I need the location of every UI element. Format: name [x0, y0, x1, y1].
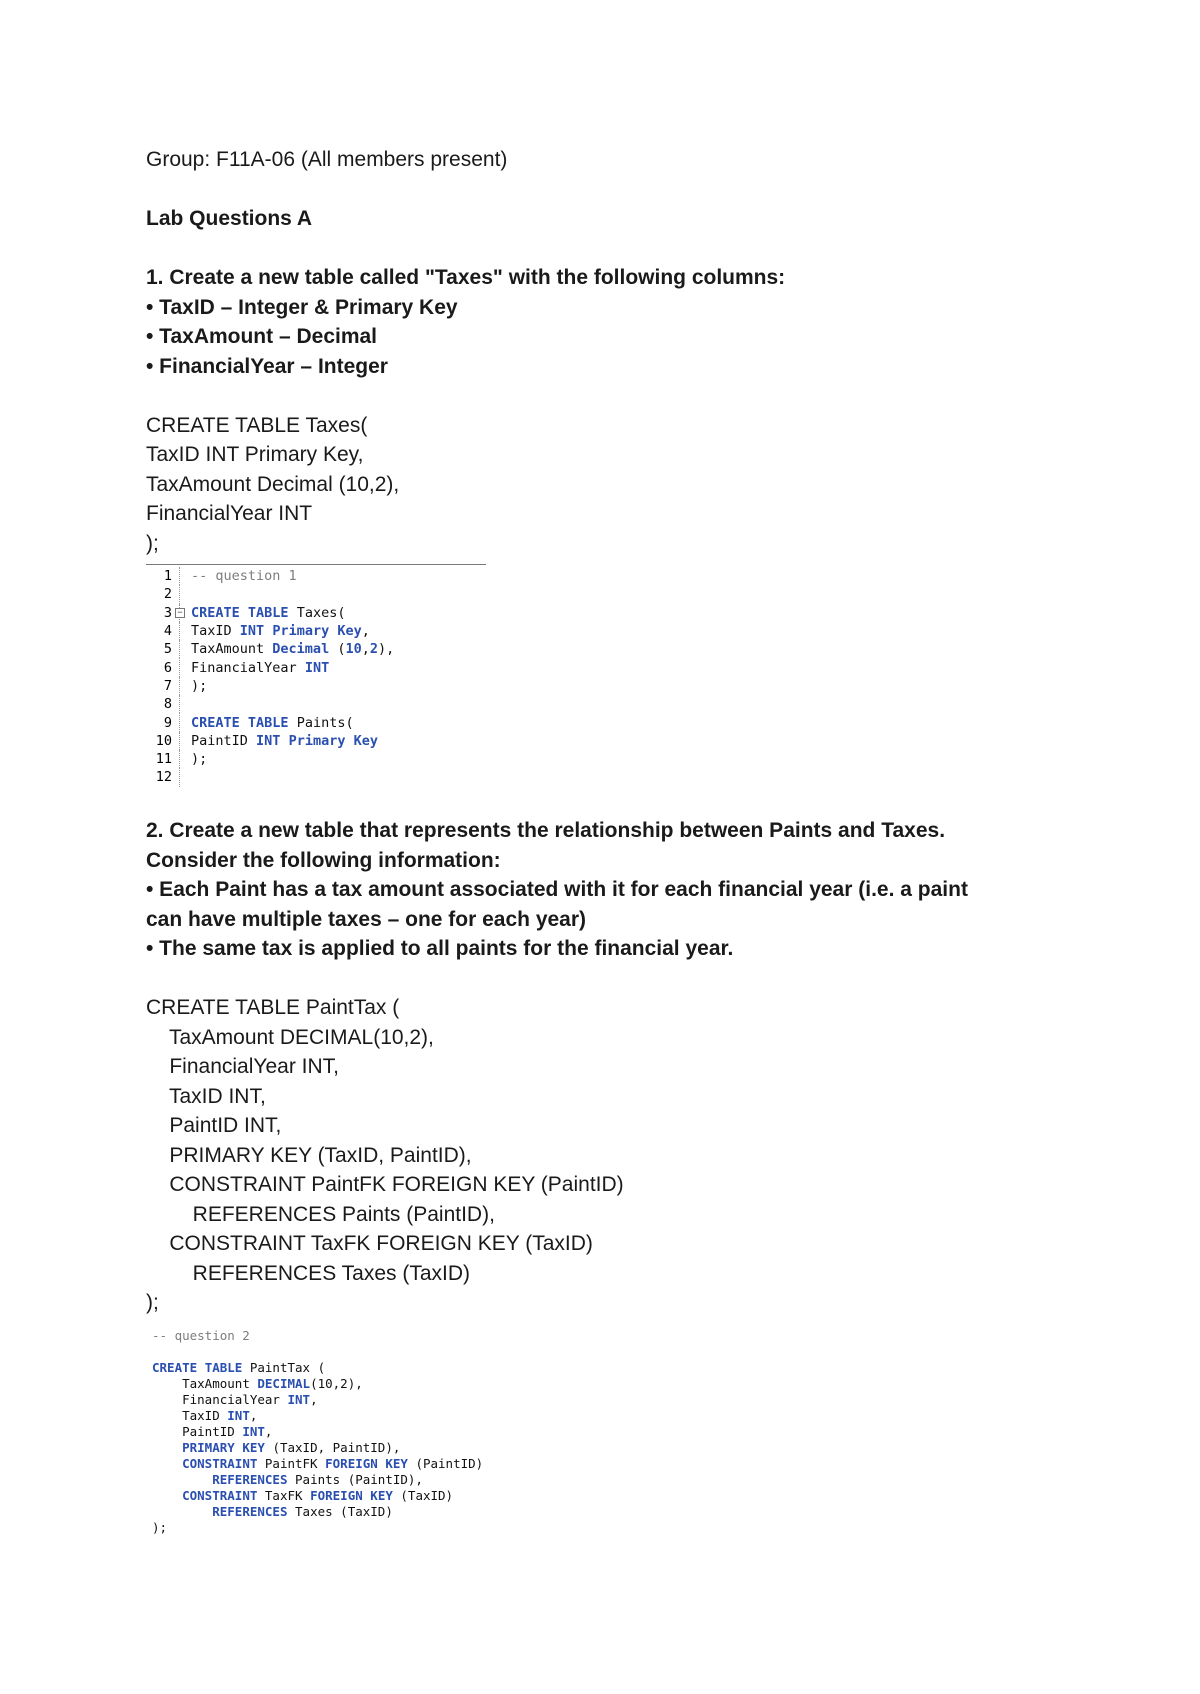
sql-editor-screenshot-2 — [146, 1328, 1066, 1536]
answer-2-line: PRIMARY KEY (TaxID, PaintID), — [146, 1143, 472, 1167]
editor-line: REFERENCES Taxes (TaxID) — [212, 1503, 393, 1519]
answer-2-line: PaintID INT, — [146, 1114, 282, 1138]
answer-1-line: ); — [146, 531, 159, 555]
editor-line: PRIMARY KEY (TaxID, PaintID), — [182, 1439, 401, 1455]
editor-line — [146, 585, 486, 603]
editor-line — [152, 1344, 1066, 1360]
answer-2-line: TaxID INT, — [146, 1084, 266, 1108]
sql-editor-screenshot-1 — [146, 564, 486, 787]
editor-line — [146, 768, 486, 786]
question-2-prompt: 2. Create a new table that represents the relationship between Paints and Taxes. — [146, 819, 946, 843]
editor-line: CONSTRAINT TaxFK FOREIGN KEY (TaxID) — [182, 1487, 454, 1503]
answer-1-line: FinancialYear INT — [146, 502, 313, 525]
line-number: 12 — [155, 769, 172, 786]
answer-2-line: REFERENCES Paints (PaintID), — [146, 1202, 495, 1226]
line-number: 5 — [163, 641, 172, 658]
editor-line: 11 ); — [146, 750, 486, 768]
editor-line: TaxID INT, — [182, 1407, 258, 1423]
question-1-bullet: • TaxAmount – Decimal — [146, 325, 378, 348]
question-2-bullet: • The same tax is applied to all paints for the financial year. — [146, 937, 734, 961]
editor-line: TaxAmount DECIMAL(10,2), — [182, 1375, 363, 1391]
answer-1-line: TaxID INT Primary Key, — [146, 443, 364, 466]
line-number: 3 — [163, 604, 172, 621]
editor-line: CREATE TABLE PaintTax ( — [152, 1359, 326, 1375]
answer-2-line: FinancialYear INT, — [146, 1055, 339, 1079]
line-number: 10 — [155, 732, 172, 749]
editor-line: FinancialYear INT, — [182, 1391, 318, 1407]
document-page — [146, 145, 1066, 1536]
editor-line: REFERENCES Paints (PaintID), — [212, 1471, 423, 1487]
line-number: 7 — [163, 677, 172, 694]
editor-line: 3 − CREATE TABLE Taxes( — [146, 604, 486, 622]
line-number: 4 — [163, 623, 172, 640]
answer-2-line: TaxAmount DECIMAL(10,2), — [146, 1025, 434, 1049]
answer-1-line: TaxAmount Decimal (10,2), — [146, 472, 400, 496]
line-number: 1 — [163, 568, 172, 585]
editor-line — [146, 567, 486, 585]
line-number: 9 — [163, 714, 172, 731]
collapse-toggle-icon[interactable]: − — [175, 608, 185, 618]
editor-line: 5 TaxAmount Decimal (10,2), — [146, 640, 486, 658]
question-2-bullet: can have multiple taxes – one for each year) — [146, 907, 587, 931]
line-number: 2 — [163, 586, 172, 603]
answer-2-line: CONSTRAINT TaxFK FOREIGN KEY (TaxID) — [146, 1232, 593, 1256]
line-number: 11 — [155, 751, 172, 768]
editor-line: 4 TaxID INT Primary Key, — [146, 622, 486, 640]
code-comment: -- question 1 — [191, 568, 297, 585]
editor-line: PaintID INT, — [182, 1423, 273, 1439]
question-2-bullet: • Each Paint has a tax amount associated with it for each financial year (i.e. a paint — [146, 878, 968, 902]
line-number: 8 — [163, 696, 172, 713]
line-number: 6 — [163, 659, 172, 676]
section-title: Lab Questions A — [146, 207, 313, 230]
answer-2-line: CONSTRAINT PaintFK FOREIGN KEY (PaintID) — [146, 1173, 624, 1197]
group-line: Group: F11A-06 (All members present) — [146, 148, 508, 171]
answer-2-line: CREATE TABLE PaintTax ( — [146, 996, 400, 1020]
editor-line: -- question 2 — [152, 1327, 250, 1343]
question-2-prompt: Consider the following information: — [146, 848, 501, 872]
question-1-bullet: • TaxID – Integer & Primary Key — [146, 295, 458, 319]
editor-line: 10 PaintID INT Primary Key — [146, 732, 486, 750]
question-1-prompt: 1. Create a new table called "Taxes" with the following columns: — [146, 266, 786, 289]
editor-line: CONSTRAINT PaintFK FOREIGN KEY (PaintID) — [182, 1455, 484, 1471]
answer-2-line: ); — [146, 1291, 159, 1315]
answer-2-line: REFERENCES Taxes (TaxID) — [146, 1261, 471, 1285]
answer-1-line: CREATE TABLE Taxes( — [146, 413, 368, 437]
question-1-bullet: • FinancialYear – Integer — [146, 354, 388, 378]
editor-line — [146, 695, 486, 713]
editor-line: ); — [152, 1519, 168, 1535]
editor-line: 7 ); — [146, 677, 486, 695]
editor-line: 9 CREATE TABLE Paints( — [146, 713, 486, 731]
editor-line: 6 FinancialYear INT — [146, 658, 486, 676]
